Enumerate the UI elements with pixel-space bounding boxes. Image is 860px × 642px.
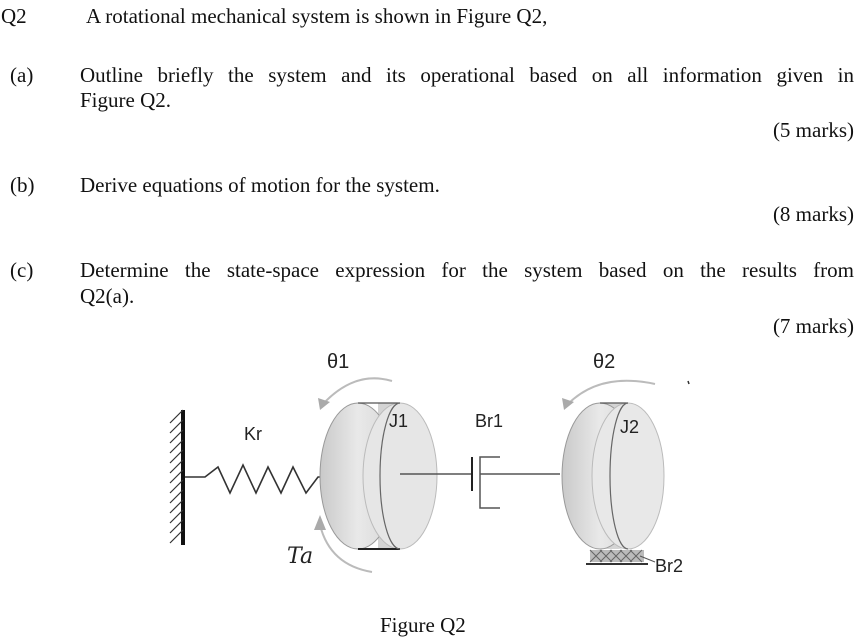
part-b-label: (b) — [10, 173, 35, 197]
theta1-label: θ1 — [327, 351, 350, 373]
part-b-marks: (8 marks) — [772, 202, 854, 226]
part-a-label: (a) — [10, 63, 34, 87]
question-intro: A rotational mechanical system is shown in Figure Q2, — [86, 4, 548, 28]
theta2-label: θ2 — [593, 351, 616, 373]
inertia-disc-j1 — [320, 403, 437, 549]
part-c-marks: (7 marks) — [772, 314, 854, 338]
inertia-j2-label: J2 — [620, 417, 640, 437]
part-b-text: Derive equations of motion for the system. — [80, 173, 440, 197]
part-a-text-line2: Figure Q2. — [80, 88, 171, 112]
part-c-text-line1: Determine the state-space expression for the system based on the results from — [80, 258, 854, 282]
damper-br1-label: Br1 — [475, 411, 504, 431]
spring-kr-label: Kr — [244, 424, 262, 444]
torque-label: Ta — [287, 544, 314, 569]
spring-kr — [185, 465, 335, 493]
fixed-wall — [170, 410, 183, 545]
figure-caption: Figure Q2 — [380, 613, 466, 637]
part-c-text-line2: Q2(a). — [80, 284, 135, 308]
question-number: Q2 — [1, 4, 27, 28]
part-a-marks: (5 marks) — [772, 118, 854, 142]
inertia-j1-label: J1 — [389, 411, 409, 431]
part-a-text-line1: Outline briefly the system and its operational based on all information given in — [80, 63, 854, 87]
inertia-disc-j2 — [562, 403, 664, 549]
damper-br2-label: Br2 — [655, 556, 684, 576]
part-c-label: (c) — [10, 258, 34, 282]
ground-damper-br2 — [586, 550, 655, 564]
